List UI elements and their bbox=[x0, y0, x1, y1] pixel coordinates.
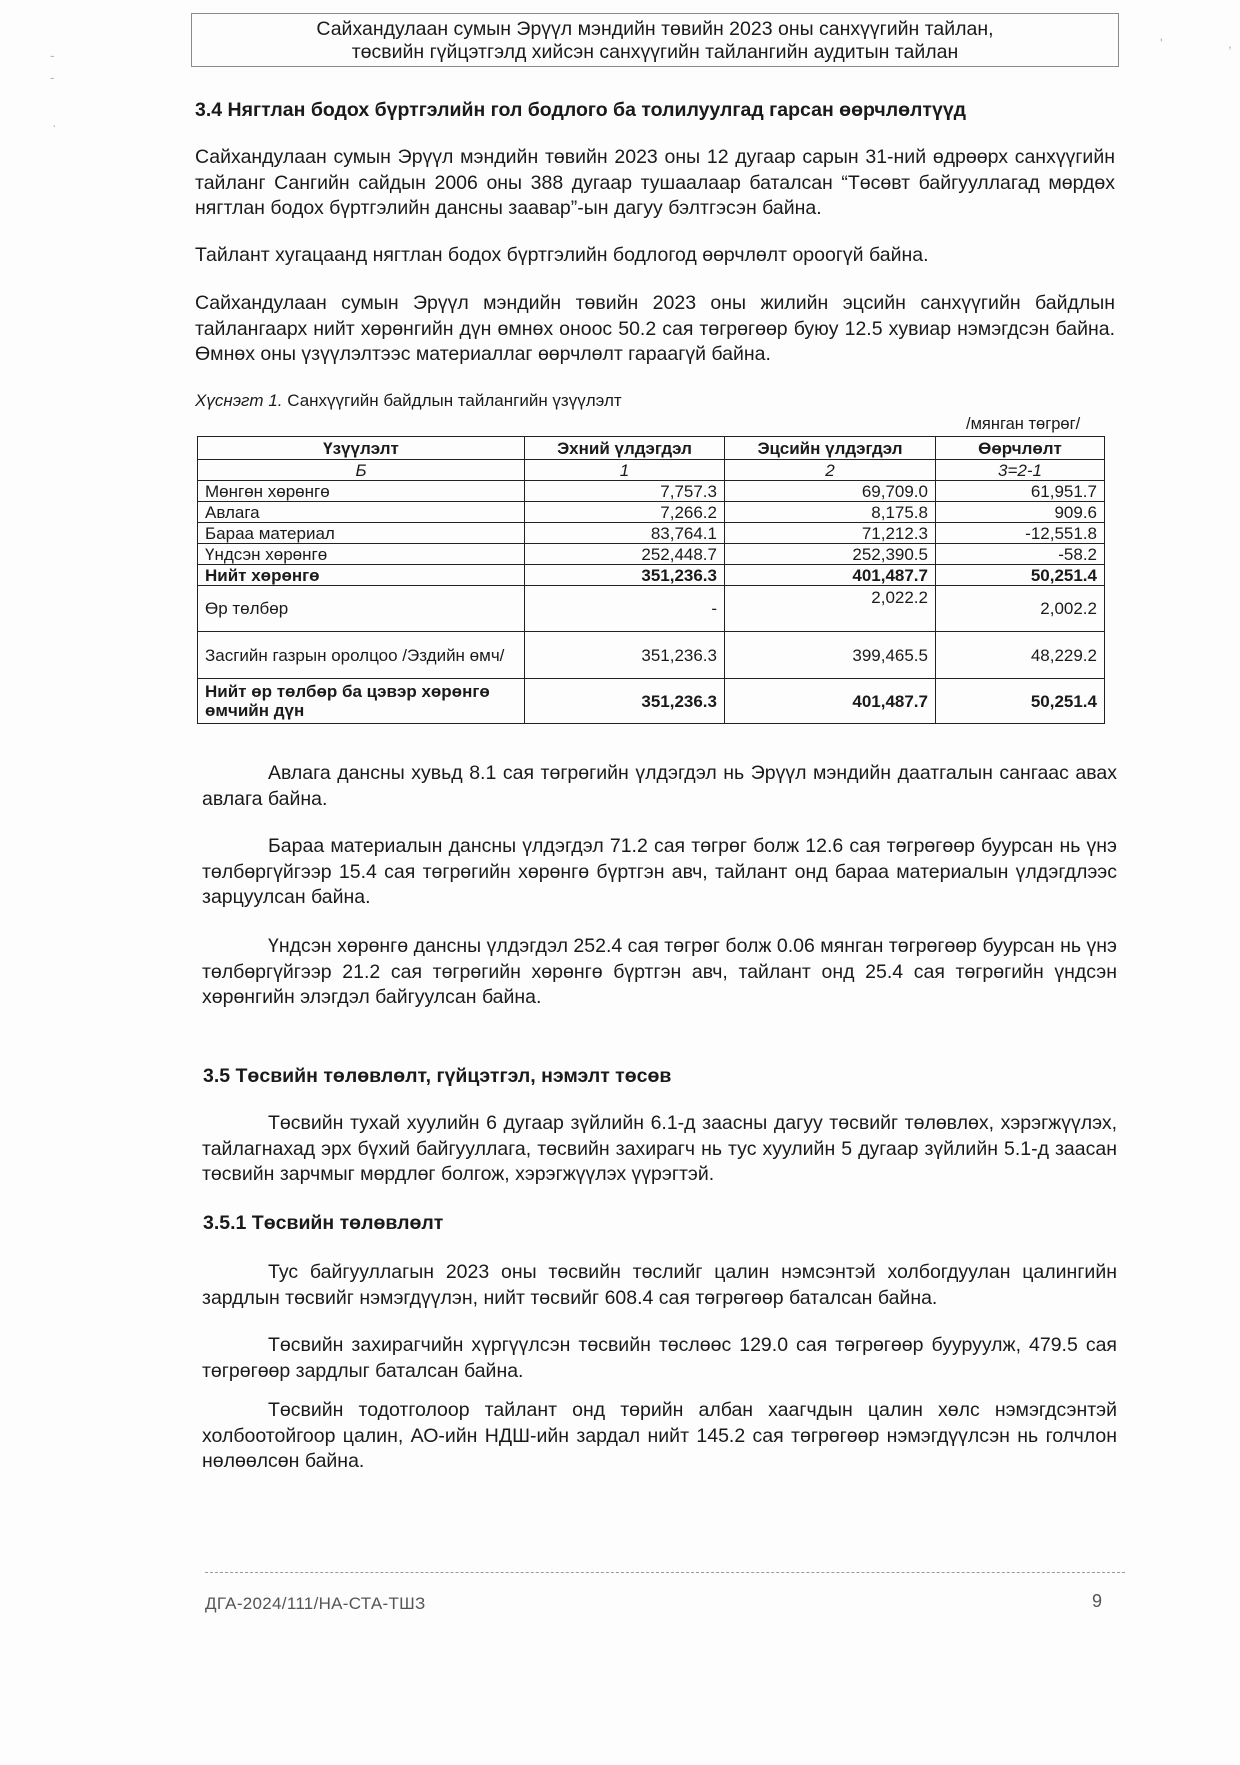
table-caption-text: Санхүүгийн байдлын тайлангийн үзүүлэлт bbox=[287, 391, 622, 410]
table-cell: 351,236.3 bbox=[525, 632, 725, 679]
table-header-row bbox=[198, 437, 1105, 460]
paragraph-budget-draft: Тус байгууллагын 2023 оны төсвийн төслийг цалин нэмсэнтэй холбогдуулан цалингийн зардлын төсвийг нэмэгдүүлэн, нийт төсвийг 608.4 сая төгрөгөөр баталсан байна. bbox=[202, 1261, 1117, 1309]
scan-mark: - bbox=[50, 69, 55, 85]
section-heading-3-5-1: 3.5.1 Төсвийн төлөвлөлт bbox=[203, 1212, 444, 1234]
table-cell: 252,448.7 bbox=[525, 544, 725, 565]
col-header-opening: Эхний үлдэгдэл bbox=[525, 437, 725, 460]
table-cell: Мөнгөн хөрөнгө bbox=[198, 481, 525, 502]
report-header bbox=[191, 13, 1119, 67]
paragraph-budget-amendment: Төсвийн тодотголоор тайлант онд төрийн албан хаагчдын цалин хөлс нэмэгдсэнтэй холбоотойгоор цалин, АО-ийн НДШ-ийн зардал нийт 145.2 сая төгрөгөөр нэмэгдүүлсэн нь голчлон нөлөөлсөн байна. bbox=[202, 1399, 1117, 1472]
table-index-row bbox=[198, 460, 1105, 481]
paragraph-budget-law: Төсвийн тухай хуулийн 6 дугаар зүйлийн 6.1-д заасны дагуу төсвийг төлөвлөх, хэрэгжүүлэх, тайлагнахад эрх бүхий байгууллага, төсвийн захирагч нь тус хуулийн 5 дугаар зүйлийн 5.1-д заасан төсвийн зарчмыг мөрдлөг болгож, хэрэгжүүлэх үүрэгтэй. bbox=[202, 1112, 1117, 1185]
paragraph-asset-change: Сайхандулаан сумын Эрүүл мэндийн төвийн 2023 оны жилийн эцсийн санхүүгийн байдлын тайлангаарх нийт хөрөнгийн дүн өмнөх оноос 50.2 сая төгрөгөөр буюу 12.5 хувиар нэмэгдсэн байна. Өмнөх оны үзүүлэлтээс материаллаг өөрчлөлт гараагүй байна. bbox=[195, 292, 1115, 365]
table-cell: 50,251.4 bbox=[936, 679, 1105, 724]
table-cell: 48,229.2 bbox=[936, 632, 1105, 679]
paragraph-no-policy-change: Тайлант хугацаанд нягтлан бодох бүртгэлийн бодлогод өөрчлөлт ороогүй байна. bbox=[195, 244, 929, 266]
header-line-2: төсвийн гүйцэтгэлд хийсэн санхүүгийн тайлангийн аудитын тайлан bbox=[351, 41, 959, 63]
table-cell: Б bbox=[198, 460, 525, 481]
col-header-change: Өөрчлөлт bbox=[936, 437, 1105, 460]
table-cell: 8,175.8 bbox=[725, 502, 936, 523]
table-cell: 2,002.2 bbox=[936, 586, 1105, 632]
table-cell: 351,236.3 bbox=[525, 565, 725, 586]
table-cell: 399,465.5 bbox=[725, 632, 936, 679]
table-cell: 351,236.3 bbox=[525, 679, 725, 724]
paragraph-fixed-assets: Үндсэн хөрөнгө дансны үлдэгдэл 252.4 сая төгрөг болж 0.06 мянган төгрөгөөр буурсан нь үнэ төлбөргүйгээр 21.2 сая төгрөгийн хөрөнгө бүртгэн авч, тайлант онд 25.4 сая төгрөгийн үндсэн хөрөнгийн элэгдэл байгуулсан байна. bbox=[202, 935, 1117, 1008]
document-code: ДГА-2024/111/НА-СТА-ТШЗ bbox=[205, 1594, 426, 1613]
table-cell: Авлага bbox=[198, 502, 525, 523]
table-cell: 69,709.0 bbox=[725, 481, 936, 502]
section-heading-3-4: 3.4 Нягтлан бодох бүртгэлийн гол бодлого ба толилуулгад гарсан өөрчлөлтүүд bbox=[195, 99, 967, 121]
table-caption bbox=[195, 391, 622, 411]
table-cell: -12,551.8 bbox=[936, 523, 1105, 544]
table-cell: Нийт хөрөнгө bbox=[198, 565, 525, 586]
paragraph-budget-reduction: Төсвийн захирагчийн хүргүүлсэн төсвийн төслөөс 129.0 сая төгрөгөөр бууруулж, 479.5 сая төгрөгөөр зардлыг баталсан байна. bbox=[202, 1334, 1117, 1382]
table-cell: 3=2-1 bbox=[936, 460, 1105, 481]
table-cell: 909.6 bbox=[936, 502, 1105, 523]
table-cell: 401,487.7 bbox=[725, 679, 936, 724]
paragraph-policy-basis: Сайхандулаан сумын Эрүүл мэндийн төвийн 2023 оны 12 дугаар сарын 31-ний өдрөөрх санхүүгийн тайланг Сангийн сайдын 2006 оны 388 дугаар тушаалаар баталсан “Төсөвт байгууллагад мөрдөх нягтлан бодох бүртгэлийн дансны заавар”-ын дагуу бэлтгэсэн байна. bbox=[195, 146, 1115, 219]
table-row bbox=[198, 481, 1105, 502]
table-cell: 83,764.1 bbox=[525, 523, 725, 544]
table-unit-label: /мянган төгрөг/ bbox=[966, 415, 1081, 433]
table-cell: 7,266.2 bbox=[525, 502, 725, 523]
footer-divider bbox=[205, 1572, 1125, 1573]
table-row bbox=[198, 502, 1105, 523]
col-header-closing: Эцсийн үлдэгдэл bbox=[725, 437, 936, 460]
col-header-indicator: Үзүүлэлт bbox=[198, 437, 525, 460]
table-row-total-assets bbox=[198, 565, 1105, 586]
table-row bbox=[198, 632, 1105, 679]
table-row bbox=[198, 586, 1105, 632]
table-cell: 71,212.3 bbox=[725, 523, 936, 544]
scan-mark: ' bbox=[1160, 35, 1163, 51]
financial-position-table bbox=[197, 436, 1105, 724]
page-number: 9 bbox=[1092, 1591, 1103, 1611]
table-cell: Засгийн газрын оролцоо /Эздийн өмч/ bbox=[198, 632, 525, 679]
header-line-1: Сайхандулаан сумын Эрүүл мэндийн төвийн 2023 оны санхүүгийн тайлан, bbox=[316, 18, 994, 40]
scan-mark: - bbox=[50, 47, 55, 63]
paragraph-receivables: Авлага дансны хувьд 8.1 сая төгрөгийн үлдэгдэл нь Эрүүл мэндийн даатгалын сангаас авах авлага байна. bbox=[202, 762, 1117, 810]
section-heading-3-5: 3.5 Төсвийн төлөвлөлт, гүйцэтгэл, нэмэлт төсөв bbox=[203, 1065, 672, 1087]
table-cell: 7,757.3 bbox=[525, 481, 725, 502]
table-cell: 2,022.2 bbox=[725, 586, 936, 632]
table-row bbox=[198, 523, 1105, 544]
table-cell: 61,951.7 bbox=[936, 481, 1105, 502]
table-cell: 1 bbox=[525, 460, 725, 481]
scan-mark: · bbox=[52, 117, 57, 133]
scan-mark: , bbox=[1228, 35, 1232, 51]
paragraph-inventory: Бараа материалын дансны үлдэгдэл 71.2 сая төгрөг болж 12.6 сая төгрөгөөр буурсан нь үнэ төлбөргүйгээр 15.4 сая төгрөгийн хөрөнгө бүртгэн авч, тайлант онд бараа материалын үлдэгдлээс зарцуулсан байна. bbox=[202, 835, 1117, 908]
table-cell: 50,251.4 bbox=[936, 565, 1105, 586]
table-cell: -58.2 bbox=[936, 544, 1105, 565]
table-cell: Нийт өр төлбөр ба цэвэр хөрөнгө өмчийн дүн bbox=[198, 679, 525, 724]
table-cell: - bbox=[525, 586, 725, 632]
table-cell: Үндсэн хөрөнгө bbox=[198, 544, 525, 565]
table-row bbox=[198, 544, 1105, 565]
table-row-total-liabilities-equity bbox=[198, 679, 1105, 724]
table-caption-label: Хүснэгт 1. bbox=[195, 391, 283, 410]
table-cell: Өр төлбөр bbox=[198, 586, 525, 632]
table-cell: Бараа материал bbox=[198, 523, 525, 544]
table-cell: 2 bbox=[725, 460, 936, 481]
table-cell: 401,487.7 bbox=[725, 565, 936, 586]
table-cell: 252,390.5 bbox=[725, 544, 936, 565]
